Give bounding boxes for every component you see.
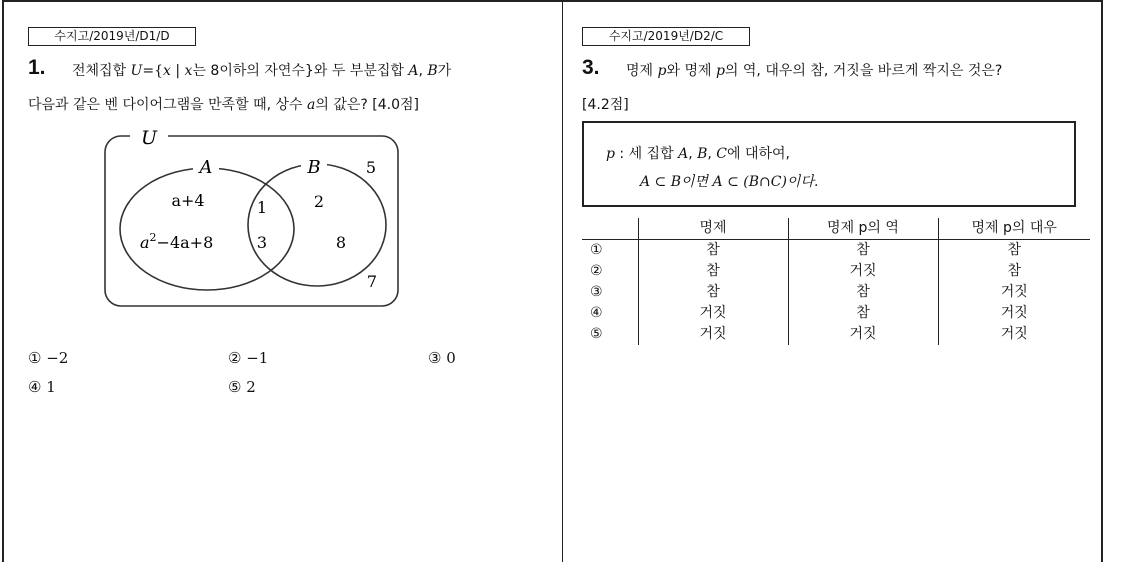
page-frame-left (2, 0, 4, 562)
q1-text-a: 전체집합 (72, 63, 131, 79)
cell-converse: 참 (788, 303, 938, 324)
choice-2[interactable]: ② −1 (228, 349, 269, 367)
column-divider (562, 0, 563, 562)
proposition-var-p: p (606, 146, 615, 162)
proposition-var-b: B (697, 146, 708, 162)
row-number: ④ (590, 305, 603, 321)
q3-text-c: 의 역, 대우의 참, 거짓을 바르게 짝지은 것은? (724, 63, 1003, 79)
source-tag-right: 수지고/2019년/D2/C (582, 27, 750, 46)
choice-4[interactable]: ④ 1 (28, 378, 56, 396)
q1-var-x2: x (184, 63, 193, 79)
cell-converse: 거짓 (788, 261, 938, 282)
outside-element-top: 5 (365, 158, 377, 177)
set-a-ellipse (120, 168, 294, 290)
q1-var-x1: x (163, 63, 171, 79)
cell-contrapositive: 거짓 (938, 303, 1090, 324)
a-only-bottom-element (140, 231, 213, 252)
table-row[interactable] (582, 324, 1090, 345)
cell-contrapositive: 참 (938, 261, 1090, 282)
q3-var-p1: p (657, 63, 667, 79)
q1-brace: { (154, 63, 164, 79)
cell-proposition: 참 (638, 282, 788, 303)
q1-text-b: 와 두 부분집합 (313, 63, 409, 79)
proposition-var-c: C (716, 146, 728, 162)
intersection-bottom-element: 3 (256, 233, 268, 252)
proposition-line-1 (606, 143, 790, 163)
q1-bar: | (170, 63, 185, 79)
choice-5[interactable]: ⑤ 2 (228, 378, 256, 396)
question-number-1: 1. (28, 56, 46, 79)
a-only-top-element: a+4 (171, 191, 205, 210)
proposition-text-a: : 세 집합 (614, 146, 679, 162)
proposition-line-2: A ⊂ B이면 A ⊂ (B∩C)이다. (640, 174, 819, 190)
choice-3[interactable]: ③ 0 (428, 349, 456, 367)
q1-var-a: A (408, 63, 419, 79)
proposition-box (582, 121, 1076, 207)
q1-line2-b: 의 값은? [4.0점] (315, 97, 420, 113)
q1-line2-var: a (307, 97, 316, 113)
cell-converse: 참 (788, 282, 938, 303)
b-only-top-element: 2 (313, 192, 325, 211)
header-blank (582, 218, 638, 240)
a-only-bottom-exp: 2 (149, 231, 157, 244)
row-number: ① (590, 242, 603, 258)
truth-table-header (582, 218, 1090, 240)
cell-proposition: 참 (638, 261, 788, 282)
cell-converse: 참 (788, 240, 938, 262)
choice-1[interactable]: ① −2 (28, 349, 69, 367)
set-b-label: B (307, 157, 321, 178)
source-tag-left: 수지고/2019년/D1/D (28, 27, 196, 46)
universe-label: U (140, 127, 158, 149)
outside-element-bottom: 7 (366, 272, 378, 291)
q3-text-a: 명제 (626, 63, 658, 79)
q1-eq: = (142, 63, 155, 79)
q1-line2-a: 다음과 같은 벤 다이어그램을 만족할 때, 상수 (28, 97, 308, 113)
proposition-sep-2: , (707, 146, 717, 162)
cell-contrapositive: 거짓 (938, 282, 1090, 303)
question-3-line-1 (626, 60, 1002, 80)
universe-rect (105, 136, 398, 306)
q1-set-def: 는 8이하의 자연수} (192, 63, 314, 79)
question-1-line-1 (72, 60, 451, 80)
set-b-ellipse (248, 164, 386, 286)
intersection-top-element: 1 (256, 198, 268, 217)
truth-table (582, 218, 1090, 345)
a-only-bottom-base: a (140, 233, 150, 252)
q1-comma: , (418, 63, 428, 79)
q1-var-u: U (130, 63, 143, 79)
cell-proposition: 거짓 (638, 303, 788, 324)
q3-var-p2: p (715, 63, 725, 79)
table-row[interactable] (582, 303, 1090, 324)
proposition-text-b: 에 대하여, (727, 146, 791, 162)
q1-tail: 가 (437, 63, 452, 79)
q3-text-b: 와 명제 (666, 63, 716, 79)
page-frame-right (1101, 0, 1103, 562)
cell-proposition: 거짓 (638, 324, 788, 345)
venn-diagram (100, 124, 405, 310)
header-converse: 명제 p의 역 (788, 218, 938, 240)
question-1-line-2 (28, 94, 419, 114)
b-only-bottom-element: 8 (335, 233, 347, 252)
row-number: ⑤ (590, 326, 603, 342)
question-number-3: 3. (582, 56, 600, 79)
a-only-bottom-rest: −4a+8 (156, 233, 214, 252)
table-row[interactable] (582, 282, 1090, 303)
proposition-sep-1: , (688, 146, 698, 162)
proposition-var-a: A (678, 146, 689, 162)
question-3-points: [4.2점] (582, 97, 629, 113)
header-contrapositive: 명제 p의 대우 (938, 218, 1090, 240)
q1-var-b: B (427, 63, 438, 79)
table-row[interactable] (582, 261, 1090, 282)
page-frame-top (2, 0, 1103, 2)
set-a-label: A (199, 157, 213, 178)
row-number: ③ (590, 284, 603, 300)
cell-contrapositive: 거짓 (938, 324, 1090, 345)
cell-contrapositive: 참 (938, 240, 1090, 262)
table-row[interactable] (582, 240, 1090, 262)
cell-converse: 거짓 (788, 324, 938, 345)
cell-proposition: 참 (638, 240, 788, 262)
header-proposition: 명제 (638, 218, 788, 240)
row-number: ② (590, 263, 603, 279)
